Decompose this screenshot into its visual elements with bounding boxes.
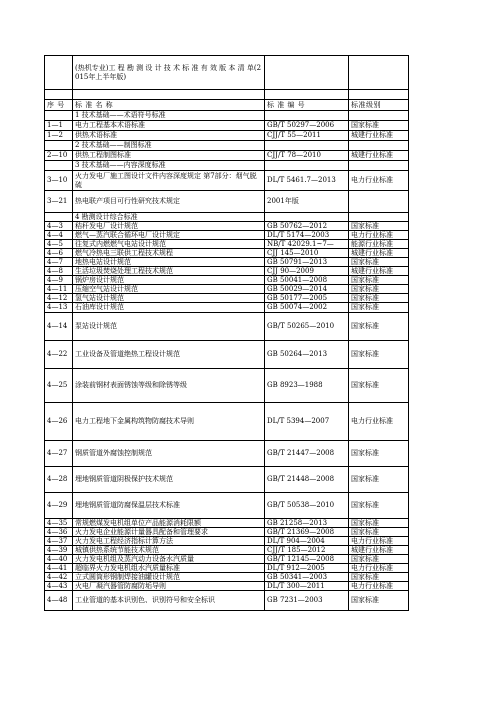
name-cell: 3 技术基础——内容深度标准 (73, 161, 265, 171)
table-row (45, 258, 409, 267)
level-cell: 国家标准 (349, 276, 409, 285)
seq-cell (45, 111, 73, 121)
name-cell: 立式圆筒形钢制焊接油罐设计规范 (73, 572, 265, 581)
seq-cell: 4—37 (45, 536, 73, 545)
table-row (45, 151, 409, 161)
name-cell: 热电联产项目可行性研究技术规定 (73, 191, 265, 213)
seq-cell: 4—42 (45, 572, 73, 581)
seq-cell: 4—14 (45, 312, 73, 340)
level-cell: 国家标准 (349, 590, 409, 610)
level-cell: 国家标准 (349, 440, 409, 466)
name-cell: 钢质管道外腐蚀控制规范 (73, 440, 265, 466)
level-cell: 电力行业标准 (349, 231, 409, 240)
code-cell: GB/T 50265—2010 (265, 312, 349, 340)
name-cell: 工业管道的基本识别色、识别符号和安全标识 (73, 590, 265, 610)
seq-cell: 4—3 (45, 222, 73, 231)
seq-cell: 4—11 (45, 285, 73, 294)
level-cell: 城建行业标准 (349, 545, 409, 554)
spacer-row (45, 90, 409, 100)
standards-table (44, 55, 409, 611)
header-name: 标 准 名 称 (73, 100, 265, 111)
code-cell: DL/T 5174—2003 (265, 231, 349, 240)
code-cell: GB/T 21448—2008 (265, 466, 349, 492)
level-cell (349, 161, 409, 171)
code-cell: DL/T 912—2005 (265, 563, 349, 572)
level-cell: 国家标准 (349, 222, 409, 231)
code-cell: GB 50177—2005 (265, 294, 349, 303)
table-row (45, 131, 409, 141)
name-cell: 常规燃煤发电机组单位产品能源消耗限额 (73, 518, 265, 527)
level-cell: 电力行业标准 (349, 581, 409, 590)
name-cell: 供热工程制图标准 (73, 151, 265, 161)
table-row (45, 563, 409, 572)
code-cell: GB 21258—2013 (265, 518, 349, 527)
seq-cell: 4—28 (45, 466, 73, 492)
seq-cell: 4—40 (45, 554, 73, 563)
table-row (45, 161, 409, 171)
table-row (45, 545, 409, 554)
code-cell: GB 50791—2013 (265, 258, 349, 267)
table-row (45, 340, 409, 368)
seq-cell: 4—43 (45, 581, 73, 590)
level-cell: 国家标准 (349, 572, 409, 581)
table-row (45, 240, 409, 249)
name-cell: 供热术语标准 (73, 131, 265, 141)
table-row (45, 492, 409, 518)
level-cell (349, 191, 409, 213)
level-cell: 城建行业标准 (349, 249, 409, 258)
code-cell: GB 50341—2003 (265, 572, 349, 581)
table-row (45, 554, 409, 563)
level-cell: 国家标准 (349, 368, 409, 402)
table-row (45, 466, 409, 492)
seq-cell: 4—4 (45, 231, 73, 240)
name-cell: 电力工程地下金属构筑物防腐技术导则 (73, 402, 265, 440)
level-cell: 国家标准 (349, 492, 409, 518)
table-row (45, 213, 409, 222)
code-cell: GB 50029—2014 (265, 285, 349, 294)
header-row (45, 100, 409, 111)
level-cell: 国家标准 (349, 258, 409, 267)
seq-cell (45, 213, 73, 222)
code-cell: GB/T 12145—2008 (265, 554, 349, 563)
name-cell: 燃气冷热电三联供工程技术规程 (73, 249, 265, 258)
level-cell (349, 111, 409, 121)
code-cell: GB/T 21369—2008 (265, 527, 349, 536)
level-cell: 城建行业标准 (349, 267, 409, 276)
name-cell: 2 技术基础——制图标准 (73, 141, 265, 151)
code-cell: 2001年版 (265, 191, 349, 213)
seq-cell: 4—26 (45, 402, 73, 440)
header-seq: 序 号 (45, 100, 73, 111)
name-cell: 火电厂凝汽器管防腐防垢导则 (73, 581, 265, 590)
name-cell: 火力发电厂施工图设计文件内容深度规定 第7部分：烟气脱硫 (73, 171, 265, 191)
seq-cell (45, 141, 73, 151)
table-row (45, 440, 409, 466)
code-cell (265, 161, 349, 171)
code-cell: CJJ/T 78—2010 (265, 151, 349, 161)
seq-cell: 1—2 (45, 131, 73, 141)
seq-cell: 4—29 (45, 492, 73, 518)
code-cell: NB/T 42029.1~7— (265, 240, 349, 249)
level-cell: 电力行业标准 (349, 171, 409, 191)
level-cell (349, 141, 409, 151)
name-cell: 工业设备及管道绝热工程设计规范 (73, 340, 265, 368)
header-level: 标准级别 (349, 100, 409, 111)
seq-cell: 4—12 (45, 294, 73, 303)
code-cell: CJJ 145—2010 (265, 249, 349, 258)
code-cell: CJJ/T 185—2012 (265, 545, 349, 554)
name-cell: 地热电站设计规范 (73, 258, 265, 267)
table-row (45, 402, 409, 440)
table-row (45, 368, 409, 402)
name-cell: 城镇供热系统节能技术规范 (73, 545, 265, 554)
title-row (45, 56, 409, 90)
seq-cell: 4—27 (45, 440, 73, 466)
seq-cell: 2—10 (45, 151, 73, 161)
seq-cell: 4—9 (45, 276, 73, 285)
code-cell: GB 50762—2012 (265, 222, 349, 231)
seq-cell: 4—6 (45, 249, 73, 258)
table-row (45, 267, 409, 276)
table-row (45, 285, 409, 294)
code-cell (265, 213, 349, 222)
code-cell: DL/T 300—2011 (265, 581, 349, 590)
seq-cell: 4—8 (45, 267, 73, 276)
seq-cell: 4—39 (45, 545, 73, 554)
level-cell: 国家标准 (349, 340, 409, 368)
table-row (45, 141, 409, 151)
table-row (45, 536, 409, 545)
table-title: (热机专业)工 程 勘 测 设 计 技 术 标 准 有 效 版 本 清 单(2015年上半年版) (73, 56, 265, 90)
seq-cell: 4—5 (45, 240, 73, 249)
level-cell: 电力行业标准 (349, 563, 409, 572)
table-row (45, 303, 409, 312)
seq-cell (45, 161, 73, 171)
name-cell: 压缩空气站设计规范 (73, 285, 265, 294)
name-cell: 火力发电企业能源计量器具配备和管理要求 (73, 527, 265, 536)
level-cell: 电力行业标准 (349, 536, 409, 545)
seq-cell: 3—10 (45, 171, 73, 191)
code-cell: GB 7231—2003 (265, 590, 349, 610)
name-cell: 石油库设计规范 (73, 303, 265, 312)
name-cell: 埋地钢质管道阴极保护技术规范 (73, 466, 265, 492)
table-row (45, 312, 409, 340)
name-cell: 埋地钢质管道防腐保温层技术标准 (73, 492, 265, 518)
level-cell: 国家标准 (349, 303, 409, 312)
level-cell: 电力行业标准 (349, 402, 409, 440)
level-cell: 国家标准 (349, 121, 409, 131)
table-row (45, 518, 409, 527)
name-cell: 燃气—蒸汽联合循环电厂设计规定 (73, 231, 265, 240)
seq-cell: 3—21 (45, 191, 73, 213)
code-cell: DL/T 904—2004 (265, 536, 349, 545)
name-cell: 锅炉房设计规范 (73, 276, 265, 285)
code-cell: GB/T 50538—2010 (265, 492, 349, 518)
name-cell: 1 技术基础——术语符号标准 (73, 111, 265, 121)
name-cell: 泵站设计规范 (73, 312, 265, 340)
table-row (45, 590, 409, 610)
code-cell: CJJ/T 55—2011 (265, 131, 349, 141)
level-cell: 国家标准 (349, 527, 409, 536)
name-cell: 火力发电工程经济指标计算方法 (73, 536, 265, 545)
table-row (45, 231, 409, 240)
seq-cell: 4—13 (45, 303, 73, 312)
table-row (45, 294, 409, 303)
header-code: 标 准 编 号 (265, 100, 349, 111)
table-row (45, 222, 409, 231)
seq-cell: 4—35 (45, 518, 73, 527)
table-row (45, 527, 409, 536)
seq-cell: 1—1 (45, 121, 73, 131)
code-cell: GB 8923—1988 (265, 368, 349, 402)
code-cell: GB 50074—2002 (265, 303, 349, 312)
name-cell: 涂装前钢材表面锈蚀等级和除锈等级 (73, 368, 265, 402)
seq-cell: 4—7 (45, 258, 73, 267)
table-row (45, 249, 409, 258)
seq-cell: 4—22 (45, 340, 73, 368)
level-cell: 国家标准 (349, 466, 409, 492)
code-cell (265, 141, 349, 151)
code-cell: DL/T 5461.7—2013 (265, 171, 349, 191)
code-cell: GB 50264—2013 (265, 340, 349, 368)
seq-cell: 4—48 (45, 590, 73, 610)
level-cell: 国家标准 (349, 312, 409, 340)
code-cell: CJJ 90—2009 (265, 267, 349, 276)
code-cell: GB 50041—2008 (265, 276, 349, 285)
table-row (45, 191, 409, 213)
name-cell: 电力工程基本术语标准 (73, 121, 265, 131)
table-row (45, 581, 409, 590)
seq-cell: 4—25 (45, 368, 73, 402)
level-cell: 能源行业标准 (349, 240, 409, 249)
seq-cell: 4—41 (45, 563, 73, 572)
name-cell: 4 勘测设计综合标准 (73, 213, 265, 222)
table-row (45, 276, 409, 285)
code-cell: GB/T 50297—2006 (265, 121, 349, 131)
name-cell: 超临界火力发电机组水汽质量标准 (73, 563, 265, 572)
level-cell: 国家标准 (349, 518, 409, 527)
code-cell: GB/T 21447—2008 (265, 440, 349, 466)
level-cell: 国家标准 (349, 554, 409, 563)
level-cell: 国家标准 (349, 285, 409, 294)
seq-cell: 4—36 (45, 527, 73, 536)
name-cell: 火力发电机组及蒸汽动力设备水汽质量 (73, 554, 265, 563)
level-cell: 城建行业标准 (349, 151, 409, 161)
name-cell: 往复式内燃燃气电站设计规范 (73, 240, 265, 249)
level-cell: 国家标准 (349, 294, 409, 303)
table-row (45, 121, 409, 131)
table-row (45, 572, 409, 581)
level-cell: 城建行业标准 (349, 131, 409, 141)
name-cell: 秸秆发电厂设计规范 (73, 222, 265, 231)
table-row (45, 171, 409, 191)
name-cell: 氢气站设计规范 (73, 294, 265, 303)
level-cell (349, 213, 409, 222)
table-row (45, 111, 409, 121)
code-cell (265, 111, 349, 121)
code-cell: DL/T 5394—2007 (265, 402, 349, 440)
name-cell: 生活垃圾焚烧处理工程技术规范 (73, 267, 265, 276)
